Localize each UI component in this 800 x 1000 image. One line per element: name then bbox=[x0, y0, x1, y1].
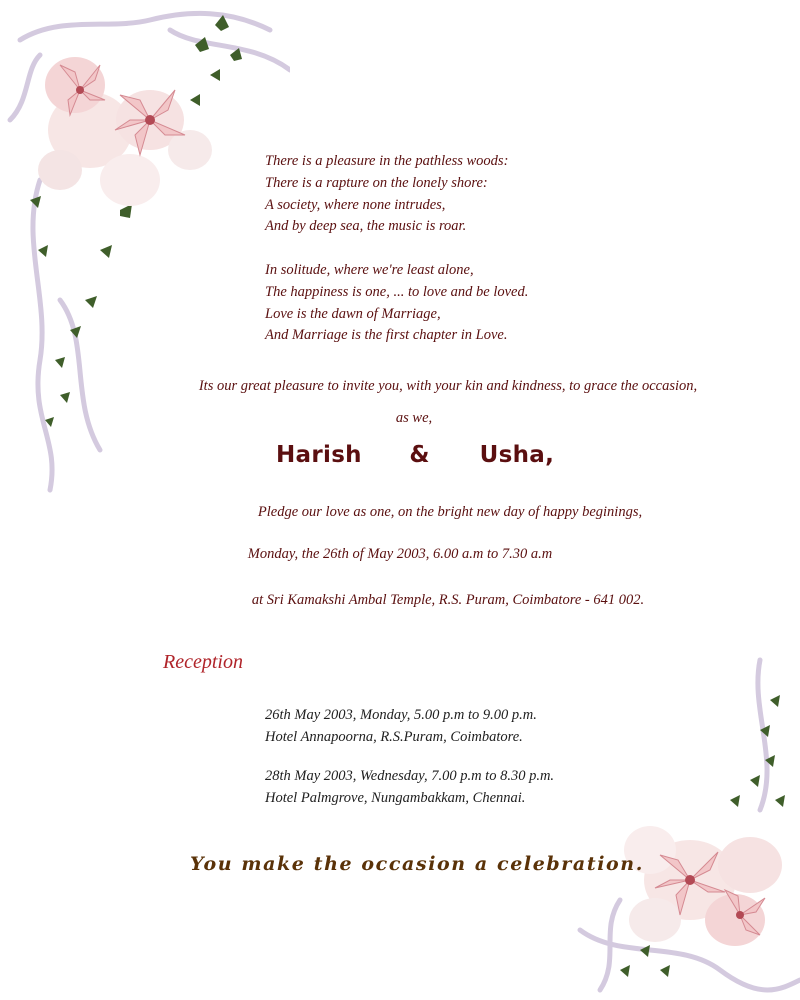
poem-stanza-2 bbox=[265, 260, 528, 347]
poem-line: There is a rapture on the lonely shore: bbox=[265, 174, 488, 191]
poem-line: In solitude, where we're least alone, bbox=[265, 262, 474, 278]
closing-line: You make the occasion a celebration. bbox=[190, 853, 644, 875]
reception-where: Hotel Annapoorna, R.S.Puram, Coimbatore. bbox=[265, 728, 523, 745]
couple-names bbox=[276, 442, 554, 468]
reception-event bbox=[265, 705, 537, 749]
poem-line: A society, where none intrudes, bbox=[265, 196, 446, 213]
reception-when: 26th May 2003, Monday, 5.00 p.m to 9.00 p.m. bbox=[265, 707, 537, 723]
invitation-line: Its our great pleasure to invite you, with your kin and kindness, to grace the occasion, bbox=[198, 378, 698, 394]
poem-stanza-1 bbox=[265, 151, 508, 238]
reception-where: Hotel Palmgrove, Nungambakkam, Chennai. bbox=[265, 789, 526, 806]
invitation-as-we: as we, bbox=[395, 410, 433, 426]
bride-name: Usha, bbox=[479, 442, 555, 468]
ceremony-datetime: Monday, the 26th of May 2003, 6.00 a.m to 7.30 a.m bbox=[247, 546, 553, 562]
poem-line: And by deep sea, the music is roar. bbox=[265, 218, 467, 235]
poem-line: And Marriage is the first chapter in Love. bbox=[265, 327, 508, 344]
ceremony-venue: at Sri Kamakshi Ambal Temple, R.S. Puram, Coimbatore - 641 002. bbox=[251, 592, 645, 608]
poem-line: Love is the dawn of Marriage, bbox=[265, 305, 441, 322]
poem-line: There is a pleasure in the pathless woods: bbox=[265, 153, 509, 169]
floral-bouquet-bottom-right-icon bbox=[560, 630, 800, 1000]
groom-name: Harish bbox=[276, 442, 362, 468]
poem-line: The happiness is one, ... to love and be loved. bbox=[265, 283, 529, 300]
reception-heading: Reception bbox=[163, 651, 243, 673]
reception-when: 28th May 2003, Wednesday, 7.00 p.m to 8.30 p.m. bbox=[265, 768, 555, 784]
ampersand: & bbox=[409, 442, 430, 468]
pledge-line: Pledge our love as one, on the bright new day of happy beginings, bbox=[257, 504, 643, 520]
reception-event bbox=[265, 766, 554, 810]
